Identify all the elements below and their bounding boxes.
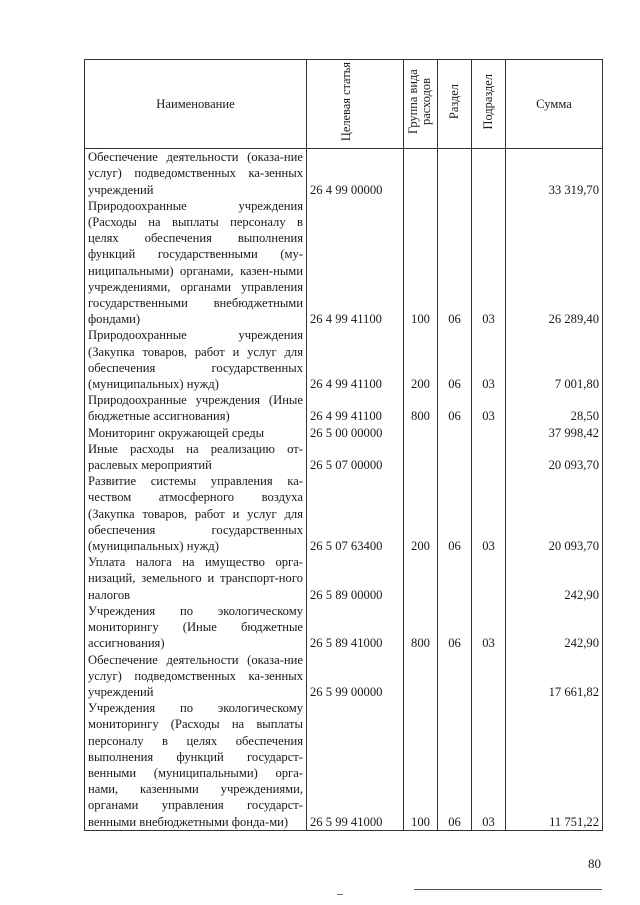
header-group: Группа вида расходов: [404, 60, 438, 149]
row-subsection: [472, 441, 506, 473]
row-section: 06: [438, 392, 472, 424]
table-row: [85, 198, 603, 328]
row-name: Природоохранные учреждения (Иные бюджетные ассигнования): [85, 392, 307, 424]
row-group: 200: [404, 473, 438, 554]
page-number: 80: [588, 856, 601, 871]
row-group: [404, 425, 438, 441]
row-name: Обеспечение деятельности (оказа-ние услуг) подведомственных ка-зенных учреждений: [85, 149, 307, 198]
row-name: Учреждения по экологическому мониторингу (Иные бюджетные ассигнования): [85, 603, 307, 652]
scan-mark: [337, 894, 343, 895]
table-row: [85, 652, 603, 701]
row-section: 06: [438, 603, 472, 652]
footer-rule: [414, 889, 602, 890]
row-sum: 26 289,40: [506, 198, 603, 328]
table-row: [85, 700, 603, 830]
row-section: [438, 441, 472, 473]
row-group: [404, 554, 438, 603]
row-section: 06: [438, 198, 472, 328]
row-section: [438, 652, 472, 701]
header-target: Целевая статья: [307, 60, 404, 149]
row-section: 06: [438, 700, 472, 830]
row-sum: 33 319,70: [506, 149, 603, 198]
header-section: Раздел: [438, 60, 472, 149]
budget-table: [84, 59, 603, 831]
row-code: 26 5 89 41000: [307, 603, 404, 652]
row-group: 100: [404, 700, 438, 830]
row-section: [438, 149, 472, 198]
row-section: [438, 554, 472, 603]
row-section: [438, 425, 472, 441]
table-row: [85, 554, 603, 603]
row-subsection: [472, 554, 506, 603]
table-row: [85, 441, 603, 473]
row-sum: 20 093,70: [506, 473, 603, 554]
row-code: 26 4 99 41100: [307, 392, 404, 424]
row-sum: 28,50: [506, 392, 603, 424]
table-header-row: [85, 60, 603, 149]
row-code: 26 5 99 00000: [307, 652, 404, 701]
row-code: 26 4 99 00000: [307, 149, 404, 198]
row-subsection: 03: [472, 327, 506, 392]
row-name: Уплата налога на имущество орга-низаций, земельного и транспорт-ного налогов: [85, 554, 307, 603]
row-section: 06: [438, 473, 472, 554]
row-name: Мониторинг окружающей среды: [85, 425, 307, 441]
row-code: 26 5 99 41000: [307, 700, 404, 830]
row-code: 26 5 07 00000: [307, 441, 404, 473]
row-subsection: 03: [472, 473, 506, 554]
row-group: [404, 149, 438, 198]
row-subsection: 03: [472, 198, 506, 328]
table-row: [85, 603, 603, 652]
row-code: 26 5 07 63400: [307, 473, 404, 554]
row-sum: 7 001,80: [506, 327, 603, 392]
table-row: [85, 473, 603, 554]
table-row: [85, 327, 603, 392]
row-name: Развитие системы управления ка-чеством атмосферного воздуха (Закупка товаров, работ и услуг для обеспечения государственных (муниципальных) нужд): [85, 473, 307, 554]
row-sum: 242,90: [506, 554, 603, 603]
row-subsection: 03: [472, 392, 506, 424]
row-code: 26 5 89 00000: [307, 554, 404, 603]
table-row: [85, 392, 603, 424]
row-sum: 242,90: [506, 603, 603, 652]
row-sum: 17 661,82: [506, 652, 603, 701]
row-group: 800: [404, 392, 438, 424]
row-name: Природоохранные учреждения (Расходы на выплаты персоналу в целях обеспечения выполнения функций государственными (му-ниципальными) органами, казен-ными учреждениями, органами управления государственными внебюджетными фондами): [85, 198, 307, 328]
header-name: Наименование: [85, 60, 307, 149]
row-section: 06: [438, 327, 472, 392]
row-subsection: [472, 425, 506, 441]
table-row: [85, 149, 603, 198]
row-group: 200: [404, 327, 438, 392]
header-sum: Сумма: [506, 60, 603, 149]
row-sum: 20 093,70: [506, 441, 603, 473]
row-name: Иные расходы на реализацию от-раслевых мероприятий: [85, 441, 307, 473]
row-group: [404, 441, 438, 473]
row-name: Учреждения по экологическому мониторингу (Расходы на выплаты персоналу в целях обеспечения выполнения функций государст-венными (муниципальными) орга-нами, казенными учреждениями, органами управления государст-венными внебюджетными фонда-ми): [85, 700, 307, 830]
row-code: 26 4 99 41100: [307, 198, 404, 328]
row-group: 100: [404, 198, 438, 328]
table-row: [85, 425, 603, 441]
row-sum: 11 751,22: [506, 700, 603, 830]
row-sum: 37 998,42: [506, 425, 603, 441]
row-code: 26 4 99 41100: [307, 327, 404, 392]
row-name: Природоохранные учреждения (Закупка товаров, работ и услуг для обеспечения государственных (муниципальных) нужд): [85, 327, 307, 392]
row-subsection: 03: [472, 603, 506, 652]
row-subsection: [472, 652, 506, 701]
header-subsection: Подраздел: [472, 60, 506, 149]
row-code: 26 5 00 00000: [307, 425, 404, 441]
row-group: [404, 652, 438, 701]
row-name: Обеспечение деятельности (оказа-ние услуг) подведомственных ка-зенных учреждений: [85, 652, 307, 701]
row-subsection: 03: [472, 700, 506, 830]
row-subsection: [472, 149, 506, 198]
row-group: 800: [404, 603, 438, 652]
